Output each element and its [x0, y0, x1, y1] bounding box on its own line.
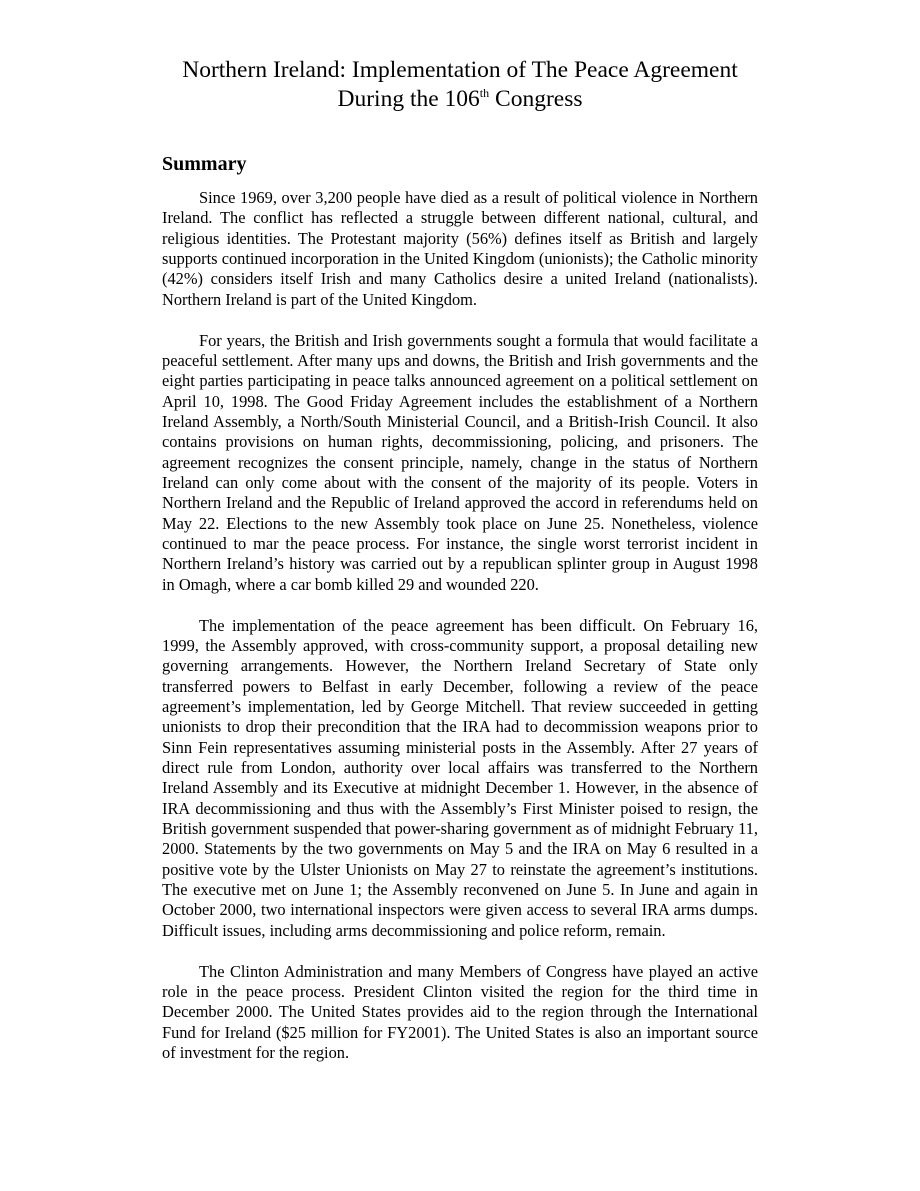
- summary-paragraph-1: Since 1969, over 3,200 people have died as a result of political violence in Northern Ireland. The conflict has reflected a struggle between different national, cultural, and religious identities. The Protestant majority (56%) defines itself as British and largely supports continued incorporation in the United Kingdom (unionists); the Catholic minority (42%) considers itself Irish and many Catholics desire a united Ireland (nationalists). Northern Ireland is part of the United Kingdom.: [162, 188, 758, 309]
- document-page: [162, 56, 758, 1084]
- title-line-1: Northern Ireland: Implementation of The Peace Agreement: [182, 57, 738, 83]
- summary-paragraph-4: The Clinton Administration and many Members of Congress have played an active role in the peace process. President Clinton visited the region for the third time in December 2000. The United States provides aid to the region through the International Fund for Ireland ($25 million for FY2001). The United States is also an important source of investment for the region.: [162, 961, 758, 1062]
- title-line-2-suffix: Congress: [489, 86, 583, 112]
- title-line-2-prefix: During the 106: [337, 86, 480, 112]
- title-line-2: [338, 86, 583, 112]
- title-ordinal-suffix: th: [479, 86, 490, 101]
- document-title: [162, 56, 758, 114]
- summary-paragraph-2: For years, the British and Irish governments sought a formula that would facilitate a peaceful settlement. After many ups and downs, the British and Irish governments and the eight parties participating in peace talks announced agreement on a political settlement on April 10, 1998. The Good Friday Agreement includes the establishment of a Northern Ireland Assembly, a North/South Ministerial Council, and a British-Irish Council. It also contains provisions on human rights, decommissioning, policing, and prisoners. The agreement recognizes the consent principle, namely, change in the status of Northern Ireland can only come about with the consent of the majority of its people. Voters in Northern Ireland and the Republic of Ireland approved the accord in referendums held on May 22. Elections to the new Assembly took place on June 25. Nonetheless, violence continued to mar the peace process. For instance, the single worst terrorist incident in Northern Ireland’s history was carried out by a republican splinter group in August 1998 in Omagh, where a car bomb killed 29 and wounded 220.: [162, 330, 758, 594]
- summary-paragraph-3: The implementation of the peace agreement has been difficult. On February 16, 1999, the Assembly approved, with cross-community support, a proposal detailing new governing arrangements. However, the Northern Ireland Secretary of State only transferred powers to Belfast in early December, following a review of the peace agreement’s implementation, led by George Mitchell. That review succeeded in getting unionists to drop their precondition that the IRA had to decommission weapons prior to Sinn Fein representatives assuming ministerial posts in the Assembly. After 27 years of direct rule from London, authority over local affairs was transferred to the Northern Ireland Assembly and its Executive at midnight December 1. However, in the absence of IRA decommissioning and thus with the Assembly’s First Minister poised to resign, the British government suspended that power-sharing government as of midnight February 11, 2000. Statements by the two governments on May 5 and the IRA on May 6 resulted in a positive vote by the Ulster Unionists on May 27 to reinstate the agreement’s institutions. The executive met on June 1; the Assembly reconvened on June 5. In June and again in October 2000, two international inspectors were given access to several IRA arms dumps. Difficult issues, including arms decommissioning and police reform, remain.: [162, 615, 758, 940]
- section-heading-summary: Summary: [162, 153, 247, 175]
